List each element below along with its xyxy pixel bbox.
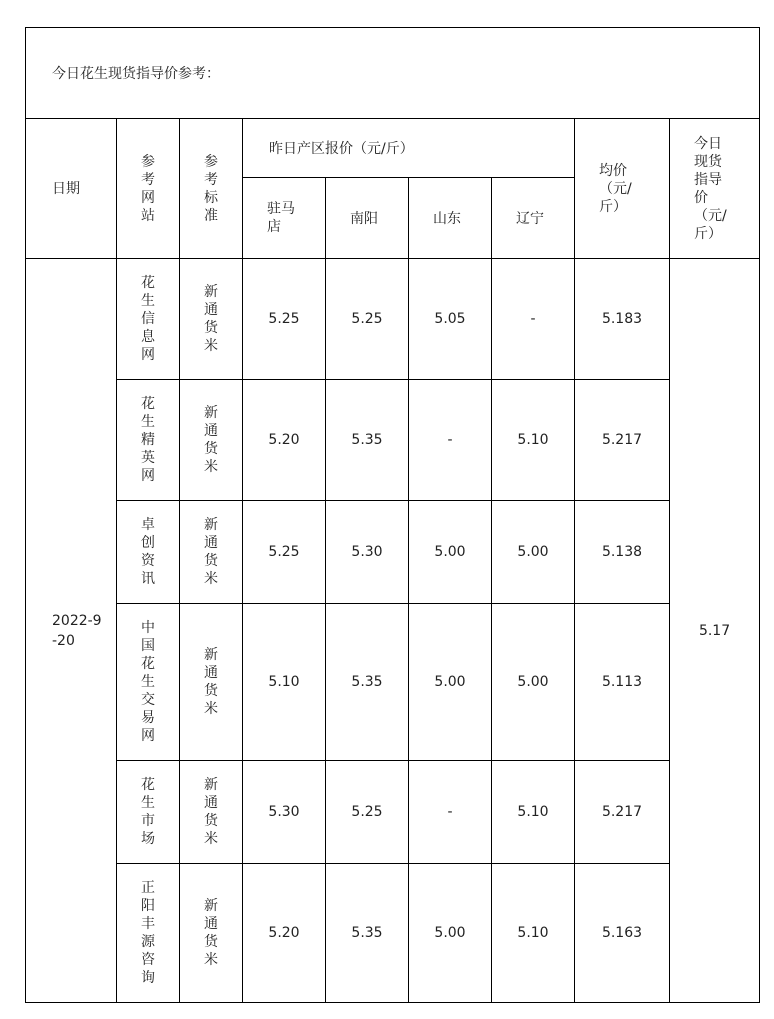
table-row	[26, 501, 760, 604]
date-cell: 2022-9-20	[26, 259, 117, 1003]
price-liaoning: 5.10	[492, 864, 575, 1003]
header-date: 日期	[26, 119, 117, 259]
price-zhumadian: 5.20	[243, 380, 326, 501]
table-row	[26, 604, 760, 761]
price-shandong: -	[409, 380, 492, 501]
header-region-liaoning: 辽宁	[492, 178, 575, 259]
header-standard: 参考标准	[180, 119, 243, 259]
price-average: 5.113	[575, 604, 670, 761]
price-nanyang: 5.25	[326, 761, 409, 864]
standard-cell: 新通货米	[180, 501, 243, 604]
price-average: 5.217	[575, 380, 670, 501]
standard-cell: 新通货米	[180, 604, 243, 761]
price-table	[25, 27, 760, 1003]
price-average: 5.217	[575, 761, 670, 864]
header-region-shandong: 山东	[409, 178, 492, 259]
price-liaoning: 5.10	[492, 380, 575, 501]
price-liaoning: 5.00	[492, 604, 575, 761]
price-average: 5.163	[575, 864, 670, 1003]
standard-cell: 新通货米	[180, 380, 243, 501]
site-cell: 卓创资讯	[117, 501, 180, 604]
price-shandong: 5.00	[409, 501, 492, 604]
today-price-value: 5.17	[670, 259, 760, 1003]
price-nanyang: 5.35	[326, 864, 409, 1003]
price-zhumadian: 5.25	[243, 501, 326, 604]
price-shandong: 5.00	[409, 864, 492, 1003]
price-average: 5.138	[575, 501, 670, 604]
header-region-zhumadian: 驻马店	[243, 178, 326, 259]
price-nanyang: 5.35	[326, 604, 409, 761]
site-cell: 中国花生交易网	[117, 604, 180, 761]
price-average: 5.183	[575, 259, 670, 380]
site-cell: 正阳丰源咨询	[117, 864, 180, 1003]
table-row	[26, 761, 760, 864]
price-shandong: -	[409, 761, 492, 864]
table-row	[26, 259, 760, 380]
price-zhumadian: 5.30	[243, 761, 326, 864]
standard-cell: 新通货米	[180, 259, 243, 380]
table-title: 今日花生现货指导价参考：	[26, 28, 760, 119]
price-liaoning: 5.00	[492, 501, 575, 604]
price-nanyang: 5.30	[326, 501, 409, 604]
price-shandong: 5.05	[409, 259, 492, 380]
header-average: 均价（元/斤）	[575, 119, 670, 259]
site-cell: 花生精英网	[117, 380, 180, 501]
table-row	[26, 380, 760, 501]
price-shandong: 5.00	[409, 604, 492, 761]
price-liaoning: 5.10	[492, 761, 575, 864]
header-yesterday-quote: 昨日产区报价（元/斤）	[243, 119, 575, 178]
header-region-nanyang: 南阳	[326, 178, 409, 259]
price-zhumadian: 5.20	[243, 864, 326, 1003]
price-zhumadian: 5.25	[243, 259, 326, 380]
price-nanyang: 5.35	[326, 380, 409, 501]
standard-cell: 新通货米	[180, 864, 243, 1003]
price-liaoning: -	[492, 259, 575, 380]
header-site: 参考网站	[117, 119, 180, 259]
price-nanyang: 5.25	[326, 259, 409, 380]
site-cell: 花生市场	[117, 761, 180, 864]
standard-cell: 新通货米	[180, 761, 243, 864]
header-today-price: 今日现货指导价（元/斤）	[670, 119, 760, 259]
site-cell: 花生信息网	[117, 259, 180, 380]
price-zhumadian: 5.10	[243, 604, 326, 761]
table-row	[26, 864, 760, 1003]
